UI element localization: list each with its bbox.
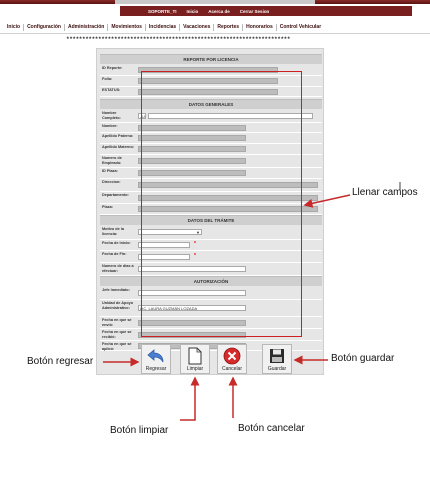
required-mark: * [194, 241, 196, 247]
link-inicio[interactable]: Inicio [186, 8, 199, 14]
separator-line: ********************************************************************** [66, 36, 291, 43]
menu-administracion[interactable]: Administración [65, 24, 108, 31]
menu-movimientos[interactable]: Movimientos [108, 24, 146, 31]
field-label: Numero de dias a efectuar: [102, 264, 134, 273]
field-label: ID Reporte: [102, 66, 123, 70]
chevron-down-icon: ▼ [196, 230, 200, 235]
button-label: Guardar [267, 366, 287, 372]
field-value: JU [140, 114, 145, 119]
annotation-cancelar: Botón cancelar [238, 423, 305, 434]
field-label: Fecha en que se envió: [102, 318, 132, 327]
menu-inicio[interactable]: Inicio [4, 24, 24, 31]
field-label: Fecha de Fin: [102, 252, 127, 256]
field-label: Plaza: [102, 205, 113, 209]
menu-control-vehicular[interactable]: Control Vehicular [279, 23, 322, 30]
required-mark: * [194, 253, 196, 259]
section-datos-tramite: DATOS DEL TRÁMITE [100, 215, 322, 225]
limpiar-arrow [180, 378, 195, 420]
annotation-regresar: Botón regresar [27, 356, 94, 367]
section-datos-generales: DATOS GENERALES [100, 99, 322, 109]
menu-incidencias[interactable]: Incidencias [146, 24, 180, 31]
field-label: ESTATUS: [102, 88, 121, 92]
field-label: Motivo de la licencia: [102, 227, 124, 236]
field-label: Fecha de Inicio: [102, 241, 131, 245]
annotation-llenar: Llenar campos [352, 187, 418, 198]
link-cerrar-sesion[interactable]: Cerrar Sesion [239, 8, 270, 14]
button-label: Limpiar [186, 366, 204, 372]
field-label: Apellido Materno: [102, 145, 135, 149]
button-label: Regresar [145, 366, 167, 372]
field-label: Folio: [102, 77, 113, 81]
button-label: Cancelar [221, 366, 242, 372]
llenar-arrow [305, 195, 350, 205]
field-label: Numero de Empleado: [102, 156, 122, 165]
menu-vacaciones[interactable]: Vacaciones [180, 24, 214, 31]
form-title: REPORTE POR LICENCIA [100, 54, 322, 64]
field-value: LIC. LAURA GUZMÁN LOZADA [140, 306, 198, 311]
annotation-guardar: Botón guardar [331, 353, 395, 364]
annotation-limpiar: Botón limpiar [110, 425, 169, 436]
menu-honorarios[interactable]: Honorarios [243, 24, 277, 31]
field-label: Direccion: [102, 180, 121, 184]
field-label: ID Plaza: [102, 169, 118, 173]
user-name: SOPORTE_TI [148, 8, 177, 14]
field-label: Departamento: [102, 193, 129, 197]
field-label: Unidad de Apoyo Administrativo: [102, 301, 134, 310]
field-label: Jefe Inmediato: [102, 288, 130, 292]
menu-reportes[interactable]: Reportes [214, 24, 243, 31]
section-autorizacion: AUTORIZACIÓN [100, 276, 322, 286]
field-label: Nombre: [102, 124, 118, 128]
link-acerca[interactable]: Acerca de [208, 8, 230, 14]
menu-configuracion[interactable]: Configuración [24, 24, 65, 31]
field-label: Apellido Paterno: [102, 134, 134, 138]
field-label: Fecha en que se aplicó: [102, 342, 132, 351]
field-label: Fecha en que se recibió: [102, 330, 132, 339]
field-label: Nombre Completo: [102, 111, 121, 120]
